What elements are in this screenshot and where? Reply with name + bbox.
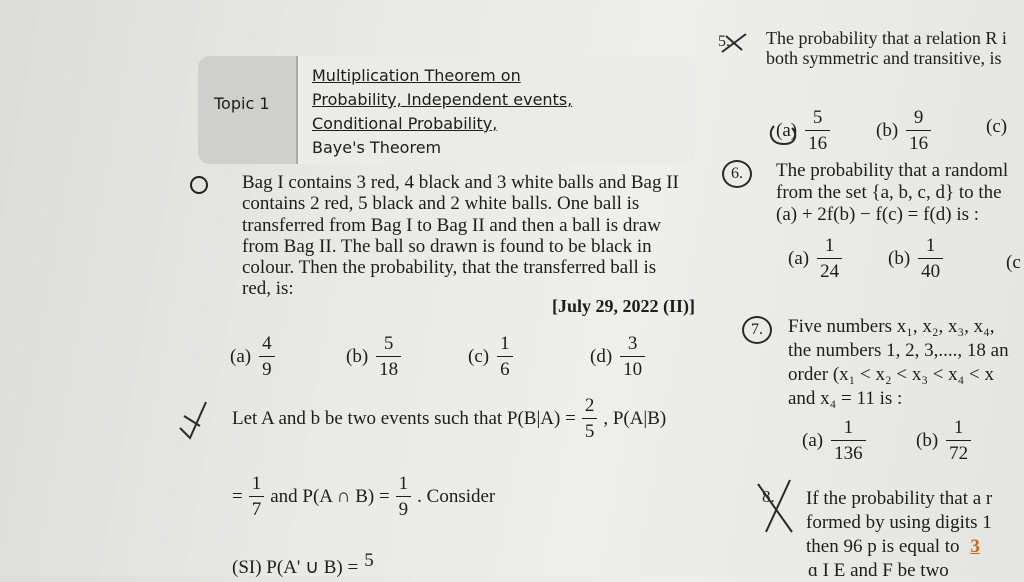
q6-line-3: (a) + 2f(b) − f(c) = f(d) is :: [776, 204, 980, 225]
q2-eq: =: [232, 485, 243, 507]
q7-line-4: and x₄ = 11 is :: [788, 388, 903, 409]
q2-and: and P(A ∩ B) =: [270, 485, 390, 507]
option-label: (a): [788, 247, 810, 269]
q1-option-c[interactable]: [468, 334, 513, 379]
topic-line: Baye's Theorem: [312, 138, 442, 157]
option-label: (b): [888, 247, 911, 269]
q5-line-2: both symmetric and transitive, is: [766, 48, 1002, 68]
q6-number: 6.: [722, 160, 752, 188]
option-label: (c): [468, 345, 490, 367]
q1-line: Bag I contains 3 red, 4 black and 3 white balls and Bag II: [242, 172, 679, 193]
q6-option-a[interactable]: [788, 236, 842, 281]
topic-line: Probability, Independent events,: [312, 90, 573, 109]
q1-line: from Bag II. The ball so drawn is found to be black in: [242, 235, 652, 257]
option-fraction: $\frac{4}{9}$: [259, 334, 275, 379]
q7-line-3: order (x₁ < x₂ < x₃ < x₄ < x: [788, 364, 995, 385]
question-2-line-1: [232, 396, 666, 441]
q7-line-1: Five numbers x₁, x₂, x₃, x₄,: [788, 316, 995, 337]
q7-line-2: the numbers 1, 2, 3,...., 18 an: [788, 340, 1009, 361]
topic-title: [312, 64, 572, 160]
tick-mark-icon: [716, 30, 750, 58]
q2-bottom-text: (SI) P(A' ∪ B) =: [232, 557, 359, 578]
q2-prefix: Let A and b be two events such that P(B|A) =: [232, 407, 576, 429]
topic-line: Multiplication Theorem on: [312, 66, 521, 85]
q8-line-3-text: then 96 p is equal to: [806, 536, 960, 557]
question-1-reference: [July 29, 2022 (II)]: [552, 296, 695, 316]
q6-option-b[interactable]: [888, 236, 943, 281]
q1-option-d[interactable]: [590, 334, 645, 379]
option-fraction: $\frac{1}{136}$: [831, 418, 866, 463]
cross-mark-icon: [752, 474, 796, 536]
q8-line-3: [806, 536, 980, 558]
q8-line-1: If the probability that a r: [806, 488, 993, 509]
q7-option-b[interactable]: [916, 418, 971, 463]
q1-line: contains 2 red, 5 black and 2 white balls. One ball is: [242, 193, 640, 215]
q8-handwritten-answer: 3: [970, 536, 980, 557]
q5-line-1: The probability that a relation R i: [766, 28, 1007, 48]
q5-option-b[interactable]: [876, 108, 931, 153]
q1-option-a[interactable]: [230, 334, 275, 379]
q7-number: 7.: [742, 316, 772, 344]
topic-label: Topic 1: [214, 94, 270, 113]
q2-fraction-2: $\frac{1}{7}$: [249, 474, 265, 519]
q1-line: transferred from Bag I to Bag II and then a ball is draw: [242, 214, 661, 236]
option-fraction: $\frac{5}{18}$: [376, 334, 401, 379]
q6-line-2: from the set {a, b, c, d} to the: [776, 182, 1002, 203]
q6-line-1: The probability that a randoml: [776, 160, 1009, 181]
option-fraction: $\frac{1}{72}$: [946, 418, 971, 463]
q5-number: 5.: [718, 33, 730, 50]
option-label: (a): [776, 119, 798, 141]
question-2-line-3: [232, 550, 374, 579]
option-fraction: $\frac{1}{40}$: [918, 236, 943, 281]
q2-fraction-1: $\frac{2}{5}$: [582, 396, 598, 441]
option-label: (a): [230, 345, 252, 367]
question-1-number: [190, 176, 208, 194]
q7-option-a[interactable]: [802, 418, 866, 463]
option-label: (c: [1006, 252, 1021, 273]
q2-mid: , P(A|B): [603, 407, 667, 429]
option-label: (d): [590, 345, 613, 367]
option-label: (b): [876, 119, 899, 141]
question-2-line-2: [232, 474, 495, 519]
option-fraction: $\frac{1}{6}$: [497, 334, 513, 379]
q2-consider: . Consider: [417, 485, 496, 507]
q1-line: red, is:: [242, 278, 294, 300]
answer-circle-icon: [766, 120, 802, 148]
q2-fraction-3: $\frac{1}{9}$: [396, 474, 412, 519]
q2-bottom-num: 5: [364, 550, 374, 571]
option-label: (b): [346, 345, 369, 367]
q8-line-2: formed by using digits 1: [806, 512, 992, 533]
topic-line: Conditional Probability,: [312, 114, 498, 133]
option-fraction: $\frac{1}{24}$: [817, 236, 842, 281]
q8-number: 8.: [762, 487, 775, 506]
option-label: (a): [802, 429, 824, 451]
q1-line: colour. Then the probability, that the transferred ball is: [242, 257, 657, 279]
option-label: (b): [916, 429, 939, 451]
question-1-text: [242, 172, 712, 300]
q1-option-b[interactable]: [346, 334, 401, 379]
q5-option-c[interactable]: [986, 116, 1007, 138]
q8-line-4: ɑ I E and F be two: [808, 560, 949, 581]
option-fraction: $\frac{5}{16}$: [805, 108, 830, 153]
option-label: (c): [986, 116, 1008, 137]
tick-mark-icon: [176, 398, 210, 442]
option-fraction: $\frac{9}{16}$: [906, 108, 931, 153]
q6-option-c[interactable]: [1006, 252, 1021, 274]
option-fraction: $\frac{3}{10}$: [620, 334, 645, 379]
